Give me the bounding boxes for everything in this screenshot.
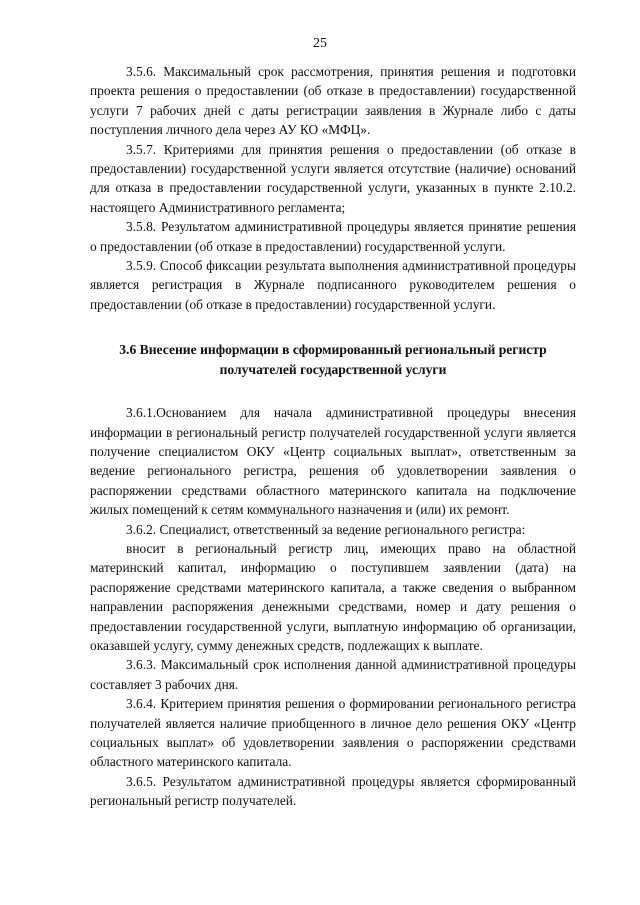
paragraph-3-5-7: 3.5.7. Критериями для принятия решения о предоставлении (об отказе в предоставлении) государственной услуги является отсутствие (наличие) оснований для отказа в предоставлении государственной услуги, указанных в пункте 2.10.2. настоящего Административного регламента;	[90, 141, 576, 215]
section-heading-3-6: 3.6 Внесение информации в сформированный региональный регистр получателей государственной услуги	[119, 342, 547, 377]
document-body	[90, 62, 576, 811]
paragraph-3-6-2: 3.6.2. Специалист, ответственный за ведение регионального регистра:	[126, 521, 526, 537]
page-number: 25	[313, 36, 327, 51]
paragraph-3-5-6: 3.5.6. Максимальный срок рассмотрения, принятия решения и подготовки проекта решения о предоставлении (об отказе в предоставлении) государственной услуги 7 рабочих дней с даты регистрации заявления в Журнале либо с даты поступления личного дела через АУ КО «МФЦ».	[90, 64, 576, 138]
paragraph-3-6-5: 3.6.5. Результатом административной процедуры является сформированный региональный регистр получателей.	[90, 773, 576, 809]
paragraph-3-6-4: 3.6.4. Критерием принятия решения о формировании регионального регистра получателей является наличие приобщенного в личное дело решения ОКУ «Центр социальных выплат» об удовлетворении заявления о распоряжении средствами областного материнского капитала.	[90, 696, 576, 770]
paragraph-3-6-3: 3.6.3. Максимальный срок исполнения данной административной процедуры составляет 3 рабочих дня.	[90, 657, 576, 692]
paragraph-3-6-1: 3.6.1.Основанием для начала административной процедуры внесения информации в региональный регистр получателей государственной услуги является получение специалистом ОКУ «Центр социальных выплат», ответственным за ведение регионального регистра, решения об удовлетворении заявления о распоряжении средствами областного материнского капитала на подключение жилых помещений к сетям коммунального назначения и (или) их ремонт.	[90, 405, 576, 518]
paragraph-3-5-8: 3.5.8. Результатом административной процедуры является принятие решения о предоставлении (об отказе в предоставлении) государственной услуги.	[90, 219, 576, 254]
paragraph-3-6-2-details: вносит в региональный регистр лиц, имеющих право на областной материнский капитал, информацию о поступившем заявлении (дата) на распоряжение средствами материнского капитала, а также сведения о выбранном направлении распоряжения денежными средствами, номер и дату решения о предоставлении государственной услуги, выплатную информацию об организации, оказавшей услугу, сумму денежных средств, подлежащих к выплате.	[90, 540, 576, 653]
paragraph-3-5-9: 3.5.9. Способ фиксации результата выполнения административной процедуры является регистрация в Журнале подписанного руководителем решения о предоставлении (об отказе в предоставлении) государственной услуги.	[90, 258, 576, 312]
